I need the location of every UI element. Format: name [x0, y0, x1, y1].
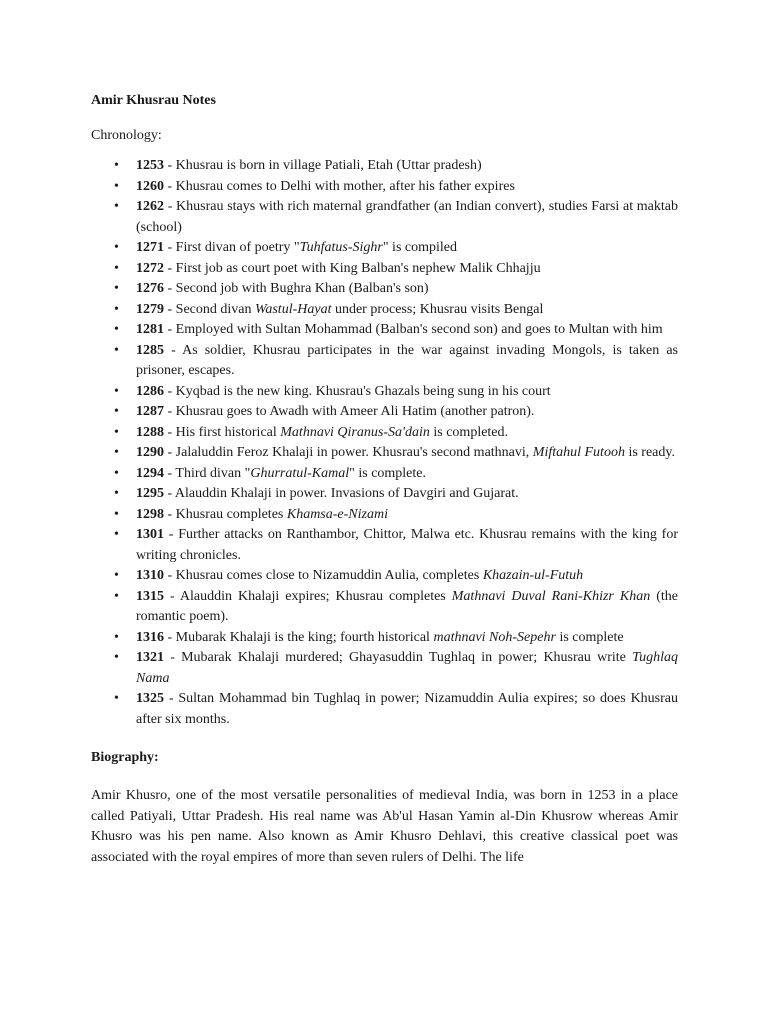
- chronology-item: [91, 689, 678, 730]
- chronology-item: [91, 628, 678, 649]
- bullet-icon: •: [114, 281, 119, 296]
- chronology-item: [91, 382, 678, 403]
- biography-heading: Biography:: [91, 750, 159, 765]
- work-title: Tuhfatus-Sighr: [299, 240, 383, 255]
- chronology-item: [91, 443, 678, 464]
- bullet-icon: •: [114, 260, 119, 276]
- chronology-text: - Alauddin Khalaji expires; Khusrau completes: [164, 588, 452, 604]
- chronology-text: - Alauddin Khalaji in power. Invasions of Davgiri and Gujarat.: [164, 486, 519, 501]
- chronology-text: " is compiled: [382, 240, 457, 255]
- bullet-icon: •: [114, 383, 119, 399]
- work-title: Mathnavi Qiranus-Sa'dain: [280, 424, 430, 440]
- chronology-text: - Khusrau goes to Awadh with Ameer Ali Hatim (another patron).: [164, 404, 535, 419]
- chronology-item: [91, 279, 678, 300]
- work-title: mathnavi Noh-Sepehr: [433, 629, 556, 645]
- chronology-year: 1286: [136, 383, 164, 399]
- bullet-icon: •: [114, 527, 119, 542]
- chronology-year: 1310: [136, 568, 164, 583]
- chronology-item: [91, 402, 678, 423]
- chronology-item: [91, 464, 678, 485]
- chronology-list: [91, 156, 678, 730]
- bullet-icon: •: [114, 322, 119, 337]
- chronology-year: 1287: [136, 404, 164, 419]
- chronology-item: [91, 505, 678, 526]
- bullet-icon: •: [114, 178, 119, 194]
- chronology-text: - Khusrau completes: [164, 506, 287, 522]
- chronology-text: - Khusrau is born in village Patiali, Etah (Uttar pradesh): [164, 158, 482, 173]
- chronology-year: 1285: [136, 342, 164, 358]
- bullet-icon: •: [114, 158, 119, 173]
- chronology-year: 1295: [136, 486, 164, 501]
- bullet-icon: •: [114, 199, 119, 214]
- chronology-item: [91, 648, 678, 689]
- chronology-item: [91, 177, 678, 198]
- chronology-text: is ready.: [624, 445, 675, 460]
- chronology-year: 1271: [136, 240, 164, 255]
- work-title: Khamsa-e-Nizami: [286, 506, 388, 522]
- bullet-icon: •: [114, 445, 119, 460]
- chronology-text: - Mubarak Khalaji is the king; fourth historical: [164, 629, 434, 645]
- chronology-year: 1276: [136, 281, 164, 296]
- chronology-year: 1260: [136, 178, 164, 194]
- chronology-text: - Khusrau comes close to Nizamuddin Aulia, completes: [164, 568, 483, 583]
- chronology-year: 1301: [136, 527, 164, 542]
- chronology-year: 1290: [136, 445, 164, 460]
- bullet-icon: •: [114, 342, 119, 358]
- chronology-item: [91, 238, 678, 259]
- bullet-icon: •: [114, 486, 119, 501]
- chronology-item: [91, 259, 678, 280]
- chronology-text: - Second divan: [164, 301, 255, 317]
- chronology-year: 1288: [136, 424, 164, 440]
- chronology-item: [91, 423, 678, 444]
- chronology-year: 1325: [136, 691, 164, 706]
- chronology-text: - Khusrau comes to Delhi with mother, after his father expires: [164, 178, 515, 194]
- chronology-year: 1281: [136, 322, 164, 337]
- chronology-year: 1321: [136, 650, 164, 665]
- chronology-year: 1253: [136, 158, 164, 173]
- work-title: Tughlaq Nama: [136, 650, 678, 686]
- chronology-text: - First job as court poet with King Balban's nephew Malik Chhajju: [164, 260, 541, 276]
- chronology-item: [91, 587, 678, 628]
- bullet-icon: •: [114, 568, 119, 583]
- chronology-text: - Mubarak Khalaji murdered; Ghayasuddin Tughlaq in power; Khusrau write: [164, 650, 633, 665]
- chronology-item: [91, 300, 678, 321]
- bullet-icon: •: [114, 650, 119, 665]
- bullet-icon: •: [114, 506, 119, 522]
- chronology-text: under process; Khusrau visits Bengal: [331, 301, 544, 317]
- bullet-icon: •: [114, 301, 119, 317]
- chronology-text: - First divan of poetry ": [164, 240, 300, 255]
- chronology-label: Chronology:: [91, 128, 162, 143]
- chronology-text: - Sultan Mohammad bin Tughlaq in power; Nizamuddin Aulia expires; so does Khusrau after six months.: [136, 691, 678, 727]
- work-title: Wastul-Hayat: [254, 301, 332, 317]
- chronology-text: is completed.: [429, 424, 509, 440]
- work-title: Mathnavi Duval Rani-Khizr Khan: [451, 588, 651, 604]
- document-page: [91, 91, 678, 868]
- work-title: Khazain-ul-Futuh: [482, 568, 584, 583]
- chronology-text: - Third divan ": [164, 465, 251, 481]
- biography-paragraph: Amir Khusro, one of the most versatile personalities of medieval India, was born in 1253 in a place called Patiyali, Uttar Pradesh. His real name was Ab'ul Hasan Yamin al-Din Khusrow whereas Amir Khusro was his pen name. Also known as Amir Khusro Dehlavi, this creative classical poet was associated with the royal empires of more than seven rulers of Delhi. The life: [91, 788, 678, 865]
- chronology-text: is complete: [555, 629, 624, 645]
- chronology-text: - As soldier, Khusrau participates in the war against invading Mongols, is taken as prisoner, escapes.: [136, 342, 678, 378]
- bullet-icon: •: [114, 404, 119, 419]
- chronology-text: - Khusrau stays with rich maternal grandfather (an Indian convert), studies Farsi at maktab (school): [136, 199, 678, 235]
- chronology-item: [91, 566, 678, 587]
- chronology-text: (the romantic poem).: [136, 588, 679, 624]
- work-title: Ghurratul-Kamal: [250, 465, 350, 481]
- chronology-year: 1272: [136, 260, 164, 276]
- chronology-year: 1298: [136, 506, 164, 522]
- chronology-item: [91, 197, 678, 238]
- bullet-icon: •: [114, 424, 119, 440]
- chronology-text: - Employed with Sultan Mohammad (Balban's second son) and goes to Multan with him: [164, 322, 663, 337]
- chronology-text: - Kyqbad is the new king. Khusrau's Ghazals being sung in his court: [164, 383, 551, 399]
- chronology-year: 1262: [136, 199, 164, 214]
- chronology-item: [91, 156, 678, 177]
- chronology-year: 1279: [136, 301, 164, 317]
- bullet-icon: •: [114, 629, 119, 645]
- chronology-text: " is complete.: [349, 465, 427, 481]
- chronology-item: [91, 484, 678, 505]
- chronology-item: [91, 525, 678, 566]
- chronology-item: [91, 341, 678, 382]
- chronology-year: 1316: [136, 629, 164, 645]
- bullet-icon: •: [114, 691, 119, 706]
- work-title: Miftahul Futooh: [532, 445, 625, 460]
- bullet-icon: •: [114, 240, 119, 255]
- chronology-text: - Further attacks on Ranthambor, Chittor, Malwa etc. Khusrau remains with the king for writing chronicles.: [136, 527, 678, 563]
- bullet-icon: •: [114, 465, 119, 481]
- bullet-icon: •: [114, 588, 119, 604]
- chronology-item: [91, 320, 678, 341]
- chronology-text: - Second job with Bughra Khan (Balban's son): [164, 281, 429, 296]
- document-title: Amir Khusrau Notes: [91, 93, 216, 108]
- chronology-year: 1315: [136, 588, 164, 604]
- chronology-year: 1294: [136, 465, 164, 481]
- chronology-text: - Jalaluddin Feroz Khalaji in power. Khusrau's second mathnavi,: [164, 445, 533, 460]
- chronology-text: - His first historical: [164, 424, 281, 440]
